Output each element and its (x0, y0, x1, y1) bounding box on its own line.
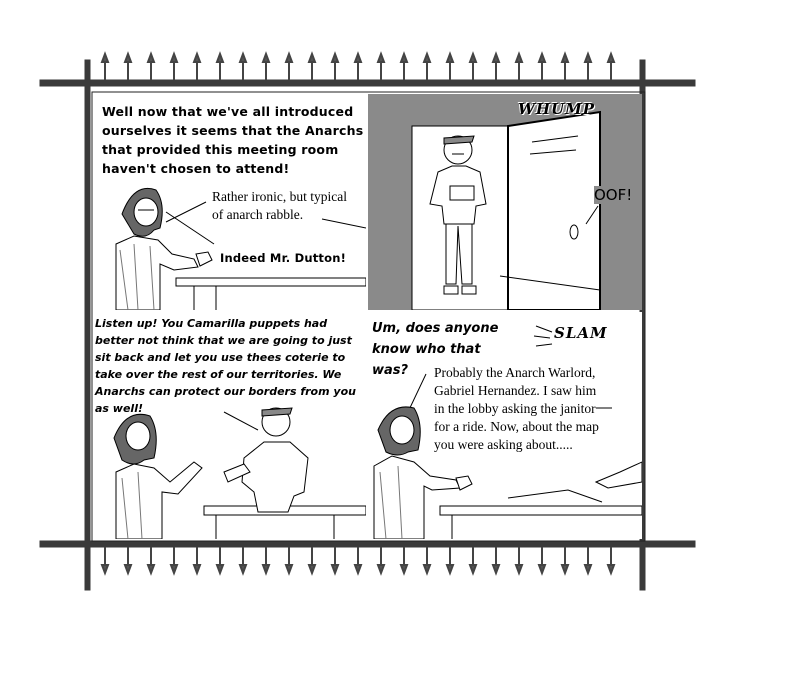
frame-spike (309, 54, 315, 80)
frame-spike (447, 547, 453, 573)
frame-spike (585, 547, 591, 573)
frame-spike (608, 547, 614, 573)
panel-1-art (94, 94, 366, 310)
panel-2 (368, 94, 642, 310)
frame-spike (125, 547, 131, 573)
frame-spike (332, 54, 338, 80)
panel-3 (94, 312, 366, 539)
frame-spike (240, 547, 246, 573)
whump-sfx: WHUMP (518, 100, 595, 118)
frame-spike (309, 547, 315, 573)
frame-spike (608, 54, 614, 80)
frame-spike (585, 54, 591, 80)
frame-spike (378, 547, 384, 573)
frame-spike (148, 547, 154, 573)
frame-spike (493, 547, 499, 573)
frame-spike (194, 54, 200, 80)
panel-4-question: Um, does anyone know who that was? (372, 321, 499, 378)
frame-spike (332, 547, 338, 573)
oof-text: OOF! (594, 186, 633, 204)
frame-spike (470, 547, 476, 573)
frame-spike (355, 54, 361, 80)
panel-4-answer: Probably the Anarch Warlord, Gabriel Hernandez. I saw him in the lobby asking the janitor for a ride. Now, about the map you were asking about..... (434, 365, 599, 452)
frame-spike (102, 547, 108, 573)
frame-spike (539, 547, 545, 573)
frame-spike (355, 547, 361, 573)
frame-spike (194, 547, 200, 573)
frame-spike (562, 547, 568, 573)
frame-spike (102, 54, 108, 80)
slam-sfx: SLAM (554, 324, 608, 342)
frame-spike (217, 54, 223, 80)
panel-1-caption: Well now that we've all introduced ourselves it seems that the Anarchs that provided this meeting room haven't chosen to attend! (102, 104, 364, 176)
frame-spike (263, 547, 269, 573)
frame-spike (171, 54, 177, 80)
frame-spike (493, 54, 499, 80)
frame-spike (539, 54, 545, 80)
frame-spike (424, 547, 430, 573)
frame-spike (401, 547, 407, 573)
frame-spike (286, 54, 292, 80)
frame-spike (217, 547, 223, 573)
panel-1-reply: Rather ironic, but typical of anarch rabble. (212, 189, 347, 222)
frame-spike (424, 54, 430, 80)
panel-1 (94, 94, 366, 310)
panel-1-agree: Indeed Mr. Dutton! (220, 251, 347, 265)
frame-spike (562, 54, 568, 80)
panel-3-art (94, 312, 366, 539)
frame-spike (125, 54, 131, 80)
frame-spike (286, 547, 292, 573)
frame-spike (470, 54, 476, 80)
frame-spike (447, 54, 453, 80)
panel-4 (368, 312, 642, 539)
frame-spike (148, 54, 154, 80)
frame-spike (240, 54, 246, 80)
panel-3-caption: Listen up! You Camarilla puppets had better not think that we are going to just sit back and let you use thees coterie to take over the rest of our territories. We Anarchs can protect our borders from you as well! (95, 317, 356, 415)
frame-spike (401, 54, 407, 80)
frame-spike (378, 54, 384, 80)
panel-4-art (368, 312, 642, 539)
frame-spike (516, 547, 522, 573)
frame-spike (171, 547, 177, 573)
frame-spike (516, 54, 522, 80)
frame-spike (263, 54, 269, 80)
